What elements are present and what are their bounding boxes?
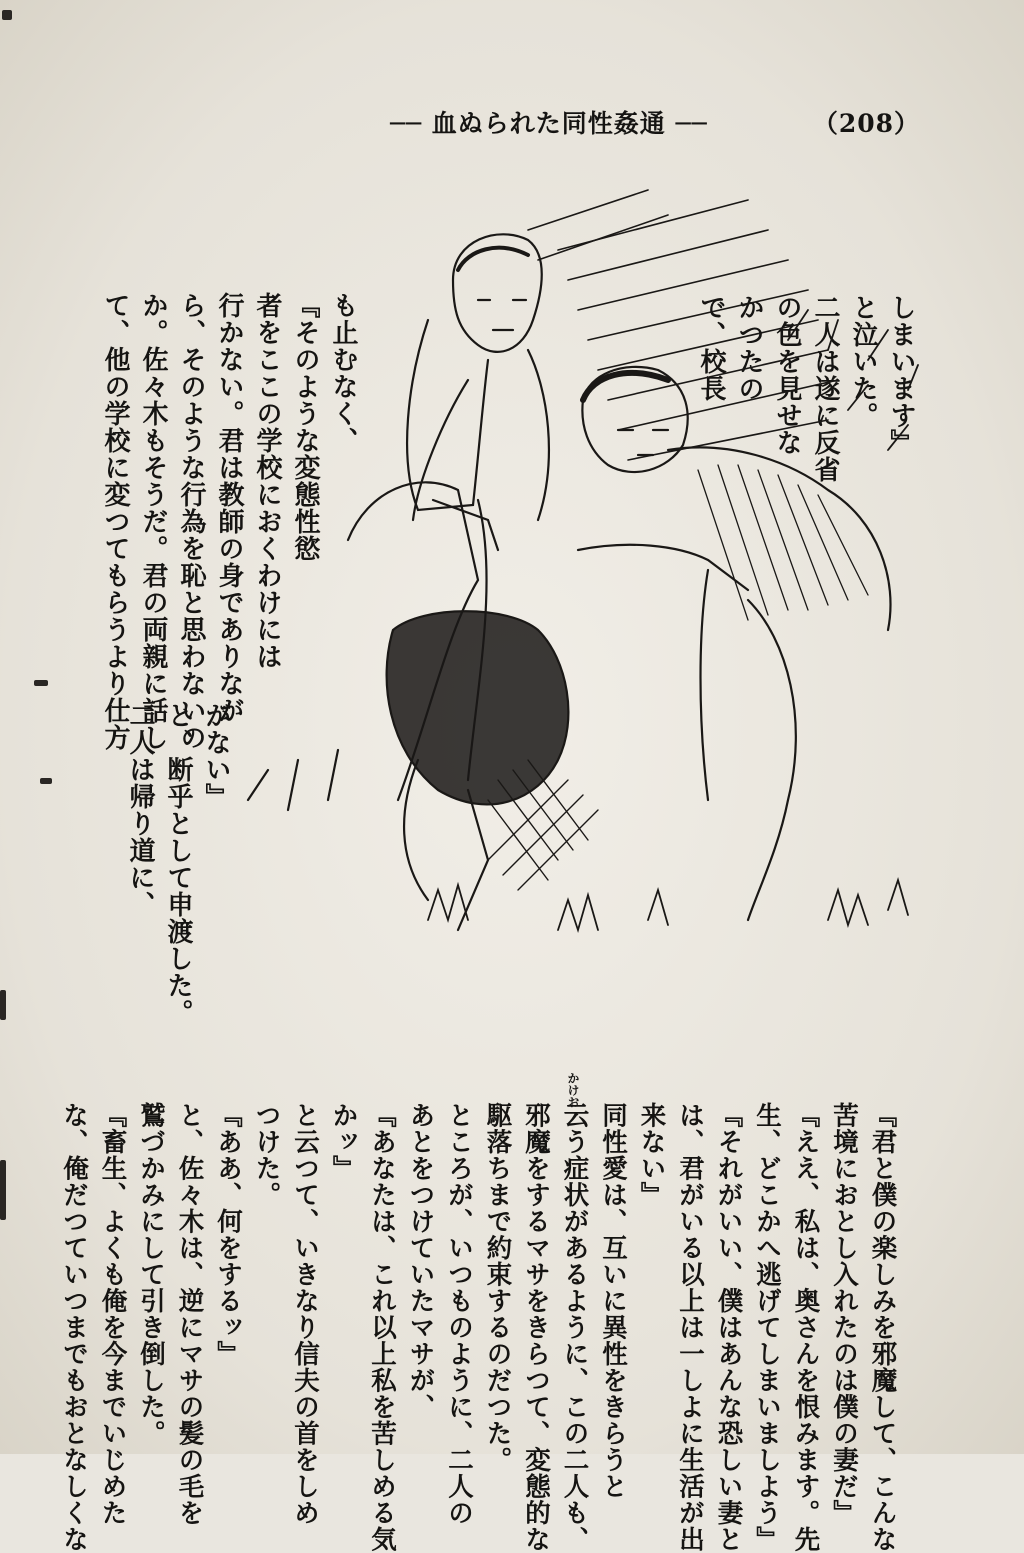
text-line: 二人は帰り道に、 xyxy=(125,702,155,918)
text-line: しまいます』 xyxy=(886,294,916,456)
running-title: ── 血ぬられた同性姦通 ── xyxy=(390,109,708,138)
text-line: 行かない。君は教師の身でありなが xyxy=(214,292,244,724)
furigana-kakeochi: かけお xyxy=(566,1072,580,1108)
text-line: 来ない』 xyxy=(636,1102,667,1208)
text-line: かッ』 xyxy=(328,1102,359,1182)
text-line: も止むなく、 xyxy=(328,292,358,454)
crouching-youth-figure xyxy=(578,367,891,920)
text-line: 生、どこかへ逃げてしまいましよう』 xyxy=(752,1102,782,1553)
ink-illustration xyxy=(228,160,938,960)
text-line: 『ああ、何をするッ』 xyxy=(213,1102,243,1367)
text-line: の色を見せな xyxy=(772,294,802,456)
text-line: 『ええ、私は、奥さんを恨みます。先 xyxy=(790,1102,821,1553)
text-line: 同性愛は、互いに異性をきらうと xyxy=(598,1102,628,1500)
text-line: がない』 xyxy=(201,702,231,810)
page-number: （208） xyxy=(812,109,920,138)
text-line: で、校長 xyxy=(696,294,726,402)
text-line: 『畜生、よくも俺を今までいじめた xyxy=(97,1102,128,1526)
text-line: と云つて、いきなり信夫の首をしめ xyxy=(290,1102,320,1526)
text-line: と泣いた。 xyxy=(848,294,878,429)
reclining-woman-figure xyxy=(387,611,598,930)
background-hatching xyxy=(528,190,838,460)
text-line: 『あなたは、これ以上私を苦しめる気 xyxy=(367,1102,397,1553)
text-line: と、佐々木は、逆にマサの髪の毛を xyxy=(174,1102,205,1526)
text-line: ら、そのような行為を恥と思わないの xyxy=(176,292,206,751)
text-line: 邪魔をするマサをきらつて、変態的な xyxy=(521,1102,551,1553)
text-line: 云う症状があるように、この二人も、 xyxy=(559,1102,590,1553)
text-line: 鷲づかみにして引き倒した。 xyxy=(136,1102,166,1447)
margin-speck xyxy=(40,778,52,784)
margin-speck xyxy=(0,1160,6,1220)
text-line: 二人は遂に反省 xyxy=(810,294,840,483)
text-line: と、断乎として申渡した。 xyxy=(163,702,193,1026)
text-line: か。佐々木もそうだ。君の両親に話し xyxy=(138,292,168,751)
text-line: て、他の学校に変つてもらうより仕方 xyxy=(100,292,130,751)
running-header xyxy=(370,100,930,140)
text-line: は、君がいる以上は一しよに生活が出 xyxy=(675,1102,705,1553)
text-line: 駆落ちまで約束するのだつた。 xyxy=(482,1102,513,1473)
text-line: かつたの xyxy=(734,294,764,402)
margin-speck xyxy=(0,990,6,1020)
text-line: 『そのような変態性慾 xyxy=(290,292,320,562)
lower-text-block xyxy=(59,978,940,1553)
text-line: つけた。 xyxy=(251,1102,282,1208)
text-line: な、俺だつていつまでもおとなしくな xyxy=(59,1102,89,1553)
text-line: あとをつけていたマサが、 xyxy=(405,1102,436,1420)
text-line: 『君と僕の楽しみを邪魔して、こんな xyxy=(867,1102,898,1553)
margin-speck xyxy=(2,10,12,20)
text-line: 『それがいい、僕はあんな恐しい妻と xyxy=(713,1102,744,1553)
text-line: 苦境におとし入れたのは僕の妻だ』 xyxy=(829,1102,859,1526)
margin-speck xyxy=(34,680,48,686)
text-line: 者をここの学校におくわけには xyxy=(252,292,282,670)
text-line: ところが、いつものように、二人の xyxy=(444,1102,474,1526)
